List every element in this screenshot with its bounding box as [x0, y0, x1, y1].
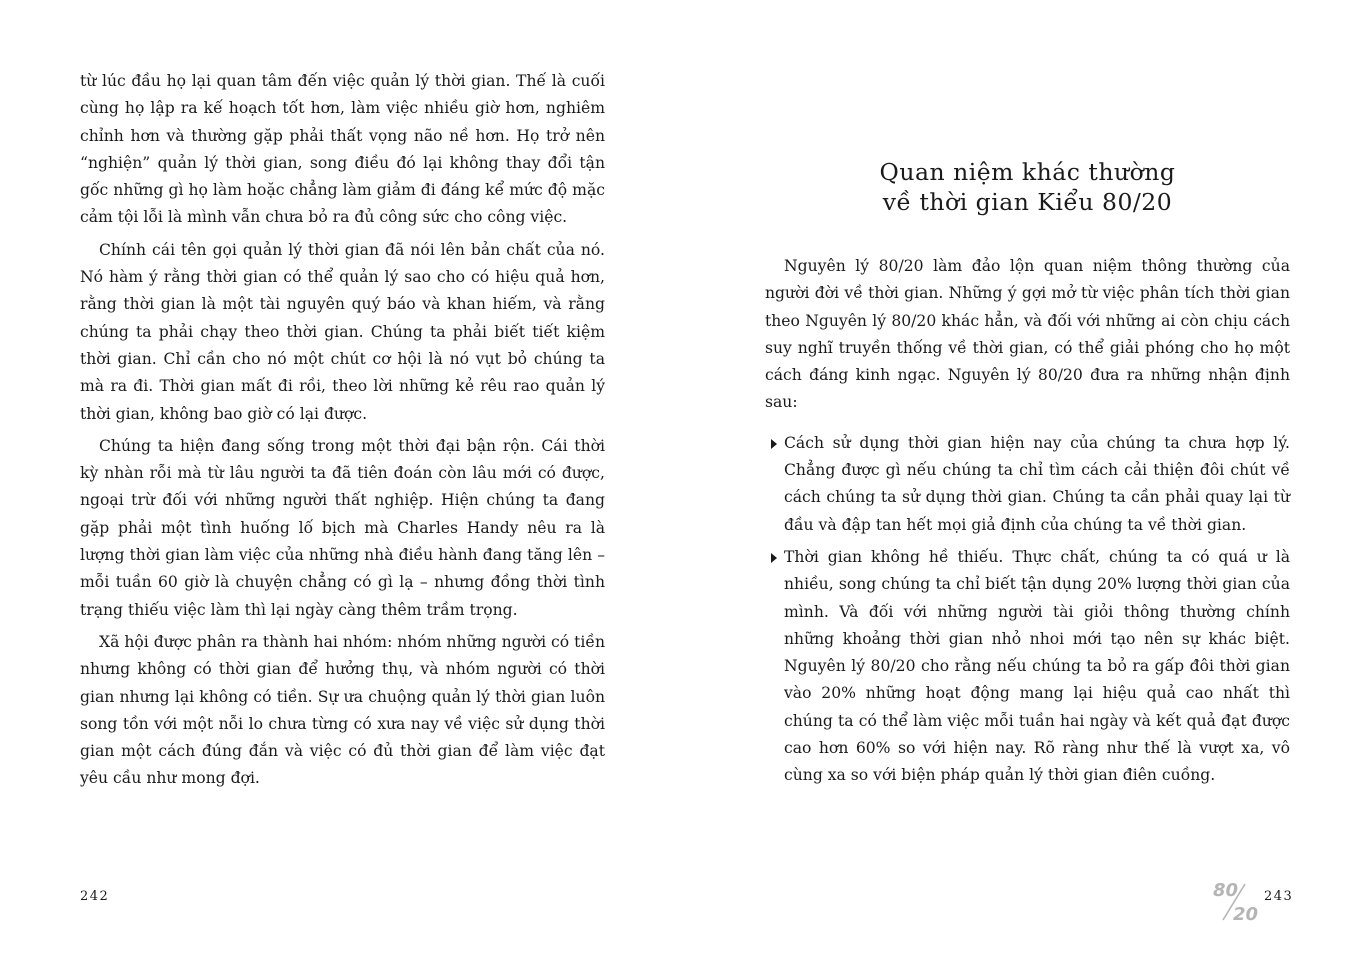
logo-bottom-number: 20: [1233, 904, 1259, 924]
paragraph: Xã hội được phân ra thành hai nhóm: nhóm những người có tiền nhưng không có thời gian để hưởng thụ, và nhóm người có thời gian nhưng lại không có tiền. Sự ưa chuộng quản lý thời gian luôn song tồn với một nỗi lo chưa từng có xưa nay về việc sử dụng thời gian một cách đúng đắn và việc có đủ thời gian để làm việc đạt yêu cầu như mong đợi.: [80, 632, 605, 788]
bullet-item: [765, 430, 1290, 539]
paragraph: Chính cái tên gọi quản lý thời gian đã nói lên bản chất của nó. Nó hàm ý rằng thời gian có thể quản lý sao cho có hiệu quả hơn, rằng thời gian là một tài nguyên quý báo và khan hiếm, và rằng chúng ta phải chạy theo thời gian. Chúng ta phải biết tiết kiệm thời gian. Chỉ cần cho nó một chút cơ hội là nó vụt bỏ chúng ta mà ra đi. Thời gian mất đi rồi, theo lời những kẻ rêu rao quản lý thời gian, không bao giờ có lại được.: [80, 240, 605, 423]
bullet-list: [765, 430, 1290, 790]
section-title-line-2: về thời gian Kiểu 80/20: [882, 188, 1173, 216]
bullet-text: Cách sử dụng thời gian hiện nay của chúng ta chưa hợp lý. Chẳng được gì nếu chúng ta chỉ tìm cách cải thiện đôi chút về cách chúng ta sử dụng thời gian. Chúng ta cần phải quay lại từ đầu và đập tan hết mọi giả định của chúng ta về thời gian.: [784, 433, 1290, 534]
paragraph: Chúng ta hiện đang sống trong một thời đại bận rộn. Cái thời kỳ nhàn rỗi mà từ lâu người ta đã tiên đoán còn lâu mới có được, ngoại trừ đối với những người thất nghiệp. Hiện chúng ta đang gặp phải một tình huống lố bịch mà Charles Handy nêu ra là lượng thời gian làm việc của những nhà điều hành đang tăng lên – mỗi tuần 60 giờ là chuyện chẳng có gì lạ – nhưng đồng thời tình trạng thiếu việc làm thì lại ngày càng thêm trầm trọng.: [80, 436, 605, 619]
triangle-bullet-icon: [771, 439, 777, 449]
right-page: [685, 0, 1370, 969]
page-number-left: 242: [80, 889, 110, 904]
right-page-body: [765, 253, 1290, 795]
bullet-text: Thời gian không hề thiếu. Thực chất, chúng ta có quá ư là nhiều, song chúng ta chỉ biết tận dụng 20% lượng thời gian của mình. Và đối với những người tài giỏi thông thường chính những khoảng thời gian nhỏ nhoi mới tạo nên sự khác biệt. Nguyên lý 80/20 cho rằng nếu chúng ta bỏ ra gấp đôi thời gian vào 20% những hoạt động mang lại hiệu quả cao nhất thì chúng ta có thể làm việc mỗi tuần hai ngày và kết quả đạt được cao hơn 60% so với hiện nay. Rõ ràng như thế là vượt xa, vô cùng xa so với biện pháp quản lý thời gian điên cuồng.: [784, 547, 1290, 785]
left-page-body: [80, 68, 605, 798]
section-title: [765, 157, 1290, 217]
intro-paragraph: Nguyên lý 80/20 làm đảo lộn quan niệm thông thường của người đời về thời gian. Những ý gợi mở từ việc phân tích thời gian theo Nguyên lý 80/20 khác hẳn, và đối với những ai còn chịu cách suy nghĩ truyền thống về thời gian, có thể giải phóng cho họ một cách đáng kinh ngạc. Nguyên lý 80/20 đưa ra những nhận định sau:: [765, 257, 1290, 412]
section-title-line-1: Quan niệm khác thường: [879, 158, 1176, 186]
bullet-item: [765, 544, 1290, 790]
paragraph: từ lúc đầu họ lại quan tâm đến việc quản lý thời gian. Thế là cuối cùng họ lập ra kế hoạch tốt hơn, làm việc nhiều giờ hơn, nghiêm chỉnh hơn và thường gặp phải thất vọng não nề hơn. Họ trở nên “nghiện” quản lý thời gian, song điều đó lại không thay đổi tận gốc những gì họ làm hoặc chẳng làm giảm đi đáng kể mức độ mặc cảm tội lỗi là mình vẫn chưa bỏ ra đủ công sức cho công việc.: [80, 72, 605, 227]
logo-top-number: 80: [1213, 880, 1239, 901]
page-number-right: 243: [1264, 889, 1294, 904]
triangle-bullet-icon: [771, 553, 777, 563]
80-20-logo: [1212, 878, 1262, 924]
